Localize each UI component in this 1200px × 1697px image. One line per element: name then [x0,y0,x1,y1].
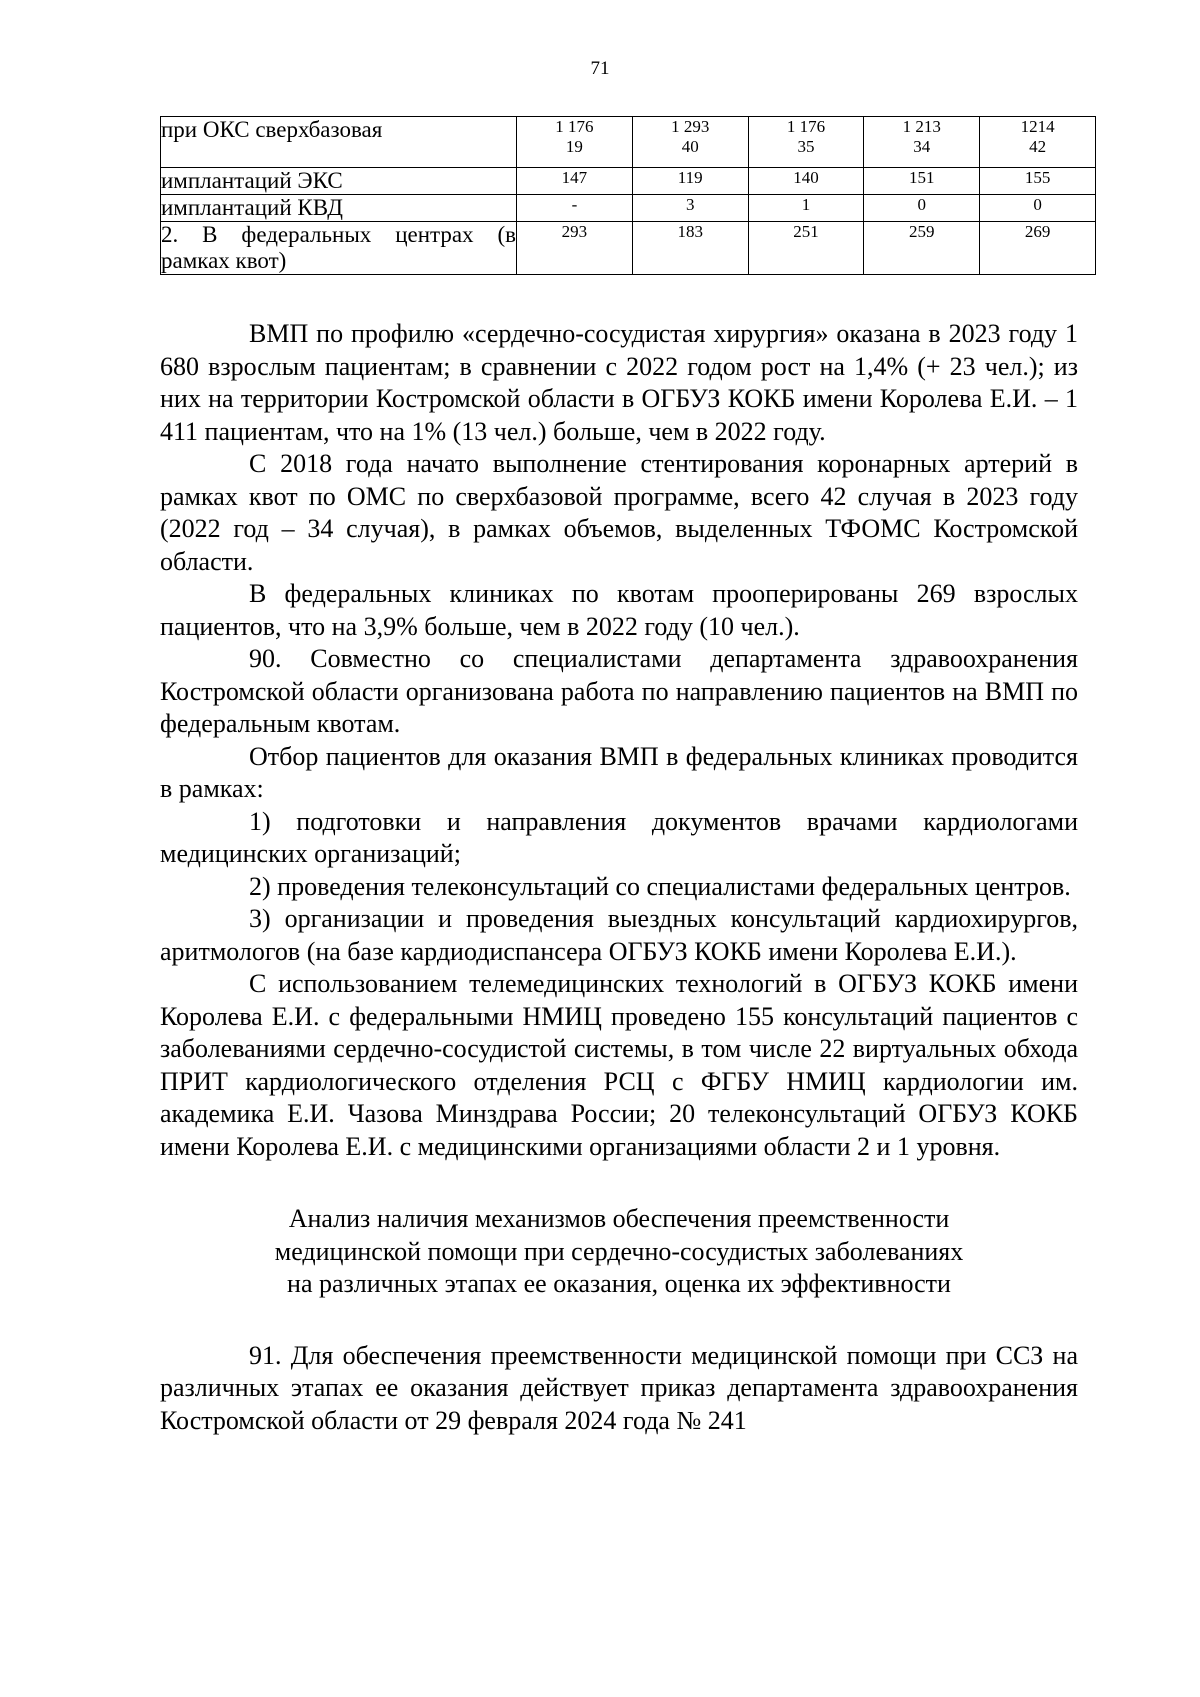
section-heading-line: на различных этапах ее оказания, оценка их эффективности [287,1269,951,1298]
table-cell: 293 [517,222,633,275]
row-label: имплантаций ЭКС [161,168,517,195]
table-cell: 0 [980,195,1096,222]
list-item: 1) подготовки и направления документов врачами кардиологами медицинских организаций; [160,806,1078,868]
row-label: 2. В федеральных центрах (в рамках квот) [161,222,516,273]
table-row [161,168,1096,195]
table-cell: 147 [517,168,633,195]
table-row [161,117,1096,168]
paragraph: В федеральных клиниках по квотам прооперированы 269 взрослых пациентов, что на 3,9% больше, чем в 2022 году (10 чел.). [160,579,1078,641]
table-cell: 1 176 35 [748,117,864,168]
table-row [161,195,1096,222]
table-cell: 1 [748,195,864,222]
table-cell: 151 [864,168,980,195]
table-cell: 119 [632,168,748,195]
paragraph: ВМП по профилю «сердечно-сосудистая хирургия» оказана в 2023 году 1 680 взрослым пациентам; в сравнении с 2022 годом рост на 1,4% (+ 23 чел.); из них на территории Костромской области в ОГБУЗ КОКБ имени Королева Е.И. – 1 411 пациентам, что на 1% (13 чел.) больше, чем в 2022 году. [160,319,1078,446]
table-cell: 1 293 40 [632,117,748,168]
section-heading-line: медицинской помощи при сердечно-сосудистых заболеваниях [274,1236,964,1266]
section-heading [160,1203,1078,1301]
table-cell: 183 [632,222,748,275]
table-cell: 1214 42 [980,117,1096,168]
paragraph: С 2018 года начато выполнение стентирования коронарных артерий в рамках квот по ОМС по сверхбазовой программе, всего 42 случая в 2023 году (2022 год – 34 случая), в рамках объемов, выделенных ТФОМС Костромской области. [160,449,1078,576]
table-cell: 251 [748,222,864,275]
table-cell: 140 [748,168,864,195]
row-label: имплантаций КВД [161,195,517,222]
list-item: 2) проведения телеконсультаций со специалистами федеральных центров. [249,871,1071,901]
table-cell: - [517,195,633,222]
table-cell: 259 [864,222,980,275]
document-body [160,318,1078,1437]
list-item: 3) организации и проведения выездных консультаций кардиохирургов, аритмологов (на базе кардиодиспансера ОГБУЗ КОКБ имени Королева Е.И.). [160,904,1078,966]
table-cell: 1 213 34 [864,117,980,168]
statistics-table [160,116,1096,275]
table-cell: 1 176 19 [517,117,633,168]
table-cell: 0 [864,195,980,222]
table-cell: 269 [980,222,1096,275]
table-row [161,222,1096,275]
table-cell: 155 [980,168,1096,195]
row-label: при ОКС сверхбазовая [161,117,517,168]
paragraph: 91. Для обеспечения преемственности медицинской помощи при ССЗ на различных этапах ее оказания действует приказ департамента здравоохранения Костромской области от 29 февраля 2024 года № 241 [160,1340,1078,1435]
page-number: 71 [590,58,610,79]
paragraph: 90. Совместно со специалистами департамента здравоохранения Костромской области организована работа по направлению пациентов на ВМП по федеральным квотам. [160,644,1078,738]
section-heading-line: Анализ наличия механизмов обеспечения преемственности [288,1204,950,1233]
table-cell: 3 [632,195,748,222]
paragraph: С использованием телемедицинских технологий в ОГБУЗ КОКБ имени Королева Е.И. с федеральными НМИЦ проведено 155 консультаций пациентов с заболеваниями сердечно-сосудистой системы, в том числе 22 виртуальных обхода ПРИТ кардиологического отделения РСЦ с ФГБУ НМИЦ кардиологии им. академика Е.И. Чазова Минздрава России; 20 телеконсультаций ОГБУЗ КОКБ имени Королева Е.И. с медицинскими организациями области 2 и 1 уровня. [160,969,1078,1161]
paragraph: Отбор пациентов для оказания ВМП в федеральных клиниках проводится в рамках: [160,741,1078,803]
